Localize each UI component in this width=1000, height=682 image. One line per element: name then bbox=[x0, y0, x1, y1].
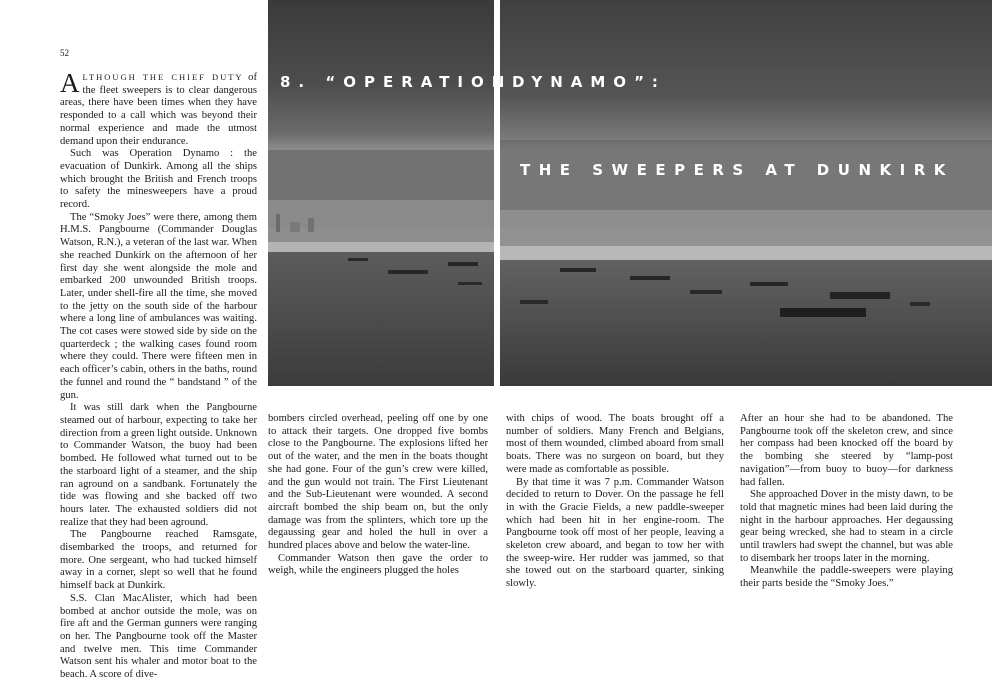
article-paragraph: After an hour she had to be abandoned. The Pangbourne took off the skeleton crew, and since her compass had been knocked off the board by the bombing she steered by “lamp-post navigation”—from buoy to buoy—for darkness had fallen. bbox=[740, 413, 953, 488]
paragraph-text: of the fleet sweepers is to clear dangerous areas, there have been times when they have responded to a call which was beyond their normal experience and made the utmost demand upon their endurance. bbox=[60, 72, 257, 147]
lead-caps: LTHOUGH THE CHIEF DUTY bbox=[82, 72, 244, 82]
dunkirk-photo-right bbox=[500, 0, 992, 386]
drop-cap: A bbox=[60, 68, 80, 98]
headline-part-1: 8. “OPERATION bbox=[280, 73, 513, 91]
article-paragraph: The Pangbourne reached Ramsgate, disembarked the troops, and returned for more. One sergeant, who had tucked himself away in a corner, slept so well that he found himself back at Dunkirk. bbox=[60, 529, 257, 592]
article-column-4 bbox=[740, 413, 953, 591]
dunkirk-photo-left bbox=[268, 0, 494, 386]
article-paragraph bbox=[60, 68, 257, 148]
article-column-3 bbox=[506, 413, 724, 591]
article-paragraph: with chips of wood. The boats brought off a number of soldiers. Many French and Belgians, most of them wounded, climbed aboard from small boats. There was no surgeon on board, but they were made as comfortable as possible. bbox=[506, 413, 724, 475]
article-paragraph: Such was Operation Dynamo : the evacuation of Dunkirk. Among all the ships which brought the British and French troops to safety the minesweepers have a proud record. bbox=[60, 148, 257, 211]
page-number: 52 bbox=[60, 48, 69, 58]
article-paragraph: She approached Dover in the misty dawn, to be told that magnetic mines had been laid during the night in the harbour approaches. Her degaussing gear being wrecked, she had to steam in a circle until trawlers had swept the channel, but was able to disembark her troops later in the morning. bbox=[740, 489, 953, 564]
article-paragraph: The “Smoky Joes” were there, among them H.M.S. Pangbourne (Commander Douglas Watson, R.N.), a veteran of the last war. When she reached Dunkirk on the afternoon of her first day she went alongside the mole and embarked 200 unwounded British troops. Later, under shell-fire all the time, she moved to the jetty on the south side of the harbour where a long line of ambulances was waiting. The cot cases were stowed side by side on the quarterdeck ; the walking cases found room where they could. There were fifteen men in each officer’s cabin, others in the baths, round the funnel and round the “ bandstand ” of the gun. bbox=[60, 211, 257, 401]
article-paragraph: Meanwhile the paddle-sweepers were playing their parts beside the “Smoky Joes.” bbox=[740, 565, 953, 590]
article-column-1 bbox=[60, 68, 257, 682]
article-paragraph: S.S. Clan MacAlister, which had been bombed at anchor outside the mole, was on fire aft and the German gunners were ranging on her. The Pangbourne took off the Master and twelve men. This time Commander Watson sent his whaler and motor boat to the beach. A score of dive- bbox=[60, 592, 257, 681]
photo-right-graphic bbox=[500, 0, 992, 386]
headline-part-2: DYNAMO”: bbox=[512, 73, 666, 91]
article-paragraph: By that time it was 7 p.m. Commander Watson decided to return to Dover. On the passage he fell in with the Gracie Fields, a new paddle-sweeper which had been hit in her engine-room. The Pangbourne took off most of her people, leaving a skeleton crew aboard, and began to tow her with the sweep-wire. Her rudder was jammed, so that she towed out on the starboard quarter, sinking slowly. bbox=[506, 476, 724, 590]
article-paragraph: bombers circled overhead, peeling off one by one to attack their targets. One dropped five bombs close to the Pangbourne. The explosions lifted her out of the water, and the men in the boats thought she had gone. Four of the gun’s crew were killed, and the gun would not train. The First Lieutenant and the Sub-Lieutenant were wounded. A second aircraft bombed the ship beam on, but the only damage was from the splinters, which tore up the degaussing gear and holed the hull in over a hundred places above and below the water-line. bbox=[268, 413, 488, 552]
article-paragraph: Commander Watson then gave the order to weigh, while the engineers plugged the holes bbox=[268, 552, 488, 577]
headline-subtitle: THE SWEEPERS AT DUNKIRK bbox=[520, 161, 954, 179]
article-paragraph: It was still dark when the Pangbourne steamed out of harbour, expecting to take her direction from a green light outside. Unknown to Commander Watson, the buoy had been bombed. He followed what turned out to be the starboard light of a steamer, and the ship ran aground on a sandbank. Fortunately the tide was flowing and she backed off two hours later. The exhausted soldiers did not realize that they had been aground. bbox=[60, 402, 257, 528]
photo-left-graphic bbox=[268, 0, 494, 386]
article-column-2 bbox=[268, 413, 488, 578]
